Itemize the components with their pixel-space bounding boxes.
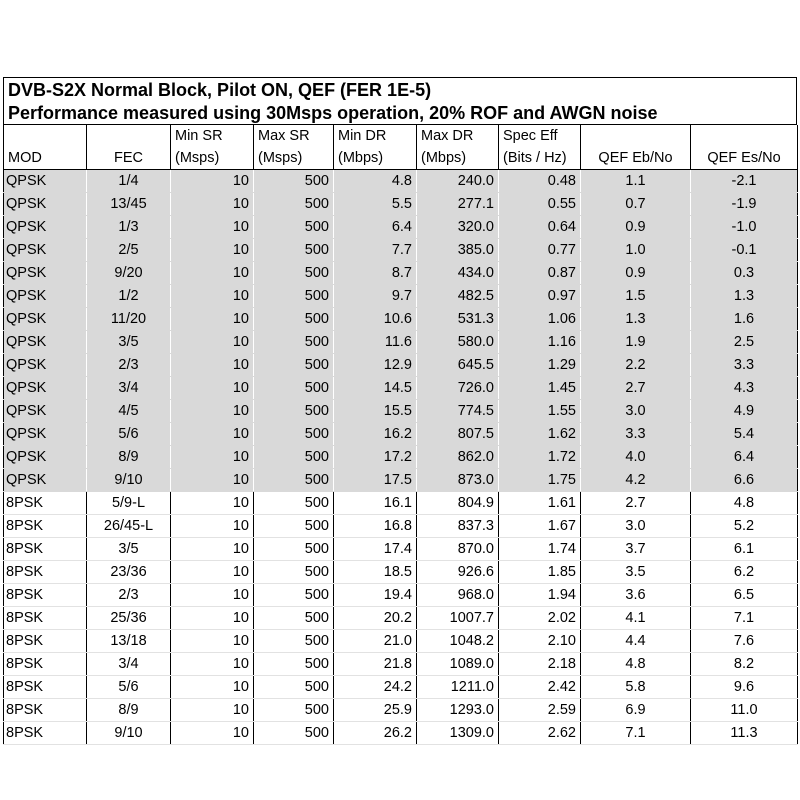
cell-fec: 1/4	[87, 169, 171, 192]
cell-min-dr: 7.7	[334, 238, 417, 261]
cell-fec: 25/36	[87, 606, 171, 629]
cell-min-dr: 6.4	[334, 215, 417, 238]
cell-qef-ebno: 3.5	[581, 560, 691, 583]
cell-spec-eff: 0.77	[499, 238, 581, 261]
cell-min-sr: 10	[171, 606, 254, 629]
header-spec-eff-unit: (Bits / Hz)	[499, 146, 581, 169]
cell-max-sr: 500	[254, 215, 334, 238]
cell-max-dr: 580.0	[417, 330, 499, 353]
cell-fec: 2/3	[87, 583, 171, 606]
table-row	[4, 353, 798, 376]
cell-qef-esno: -1.9	[691, 192, 798, 215]
cell-min-sr: 10	[171, 698, 254, 721]
header-fec: FEC	[87, 146, 171, 169]
cell-qef-esno: -2.1	[691, 169, 798, 192]
cell-fec: 13/18	[87, 629, 171, 652]
cell-max-dr: 873.0	[417, 468, 499, 491]
cell-qef-esno: 5.2	[691, 514, 798, 537]
cell-min-dr: 10.6	[334, 307, 417, 330]
cell-max-dr: 926.6	[417, 560, 499, 583]
cell-max-dr: 837.3	[417, 514, 499, 537]
table-row	[4, 514, 798, 537]
cell-spec-eff: 1.06	[499, 307, 581, 330]
cell-min-sr: 10	[171, 399, 254, 422]
cell-max-dr: 385.0	[417, 238, 499, 261]
cell-max-sr: 500	[254, 652, 334, 675]
cell-mod: QPSK	[4, 422, 87, 445]
cell-qef-esno: 6.2	[691, 560, 798, 583]
cell-qef-ebno: 4.1	[581, 606, 691, 629]
cell-mod: 8PSK	[4, 652, 87, 675]
cell-qef-ebno: 1.0	[581, 238, 691, 261]
cell-qef-esno: 3.3	[691, 353, 798, 376]
cell-min-sr: 10	[171, 537, 254, 560]
cell-mod: QPSK	[4, 468, 87, 491]
cell-min-dr: 14.5	[334, 376, 417, 399]
table-row	[4, 698, 798, 721]
header-qef-esno: QEF Es/No	[691, 146, 798, 169]
table-row	[4, 238, 798, 261]
header-max-dr-unit: (Mbps)	[417, 146, 499, 169]
cell-min-dr: 4.8	[334, 169, 417, 192]
cell-min-dr: 16.8	[334, 514, 417, 537]
cell-max-dr: 277.1	[417, 192, 499, 215]
header-max-sr-line1: Max SR	[254, 125, 334, 146]
cell-qef-esno: 4.9	[691, 399, 798, 422]
cell-fec: 8/9	[87, 445, 171, 468]
table-row	[4, 721, 798, 744]
header-qef-ebno-line1	[581, 125, 691, 146]
cell-max-sr: 500	[254, 422, 334, 445]
table-row	[4, 192, 798, 215]
cell-spec-eff: 1.74	[499, 537, 581, 560]
header-max-sr-unit: (Msps)	[254, 146, 334, 169]
cell-max-dr: 1048.2	[417, 629, 499, 652]
cell-max-dr: 726.0	[417, 376, 499, 399]
cell-min-sr: 10	[171, 330, 254, 353]
cell-qef-esno: 7.6	[691, 629, 798, 652]
cell-max-dr: 1007.7	[417, 606, 499, 629]
cell-min-sr: 10	[171, 215, 254, 238]
cell-spec-eff: 0.64	[499, 215, 581, 238]
table-row	[4, 307, 798, 330]
cell-max-sr: 500	[254, 376, 334, 399]
cell-spec-eff: 2.10	[499, 629, 581, 652]
cell-min-dr: 18.5	[334, 560, 417, 583]
table-row	[4, 445, 798, 468]
cell-mod: 8PSK	[4, 514, 87, 537]
cell-qef-ebno: 4.0	[581, 445, 691, 468]
cell-fec: 3/5	[87, 330, 171, 353]
cell-mod: QPSK	[4, 238, 87, 261]
cell-qef-esno: 6.6	[691, 468, 798, 491]
cell-mod: 8PSK	[4, 698, 87, 721]
table-row	[4, 215, 798, 238]
cell-mod: QPSK	[4, 307, 87, 330]
cell-max-sr: 500	[254, 606, 334, 629]
cell-fec: 2/3	[87, 353, 171, 376]
cell-qef-esno: 9.6	[691, 675, 798, 698]
cell-qef-ebno: 2.7	[581, 491, 691, 514]
cell-mod: 8PSK	[4, 721, 87, 744]
table-title: DVB-S2X Normal Block, Pilot ON, QEF (FER 1E-5)	[3, 77, 797, 101]
cell-qef-ebno: 3.7	[581, 537, 691, 560]
cell-max-sr: 500	[254, 238, 334, 261]
cell-qef-ebno: 2.7	[581, 376, 691, 399]
cell-qef-ebno: 1.3	[581, 307, 691, 330]
cell-max-dr: 804.9	[417, 491, 499, 514]
cell-min-dr: 11.6	[334, 330, 417, 353]
cell-min-sr: 10	[171, 445, 254, 468]
cell-mod: 8PSK	[4, 629, 87, 652]
cell-min-dr: 26.2	[334, 721, 417, 744]
cell-fec: 26/45-L	[87, 514, 171, 537]
cell-mod: 8PSK	[4, 583, 87, 606]
cell-qef-ebno: 2.2	[581, 353, 691, 376]
cell-max-sr: 500	[254, 353, 334, 376]
table-subtitle: Performance measured using 30Msps operation, 20% ROF and AWGN noise	[3, 101, 797, 125]
cell-max-sr: 500	[254, 675, 334, 698]
header-fec-line1	[87, 125, 171, 146]
cell-qef-ebno: 1.9	[581, 330, 691, 353]
table-row	[4, 399, 798, 422]
cell-max-sr: 500	[254, 560, 334, 583]
cell-min-sr: 10	[171, 629, 254, 652]
cell-qef-ebno: 6.9	[581, 698, 691, 721]
cell-min-sr: 10	[171, 284, 254, 307]
cell-max-dr: 1211.0	[417, 675, 499, 698]
cell-max-sr: 500	[254, 629, 334, 652]
cell-qef-esno: 1.3	[691, 284, 798, 307]
cell-spec-eff: 1.16	[499, 330, 581, 353]
table-row	[4, 422, 798, 445]
table-row	[4, 261, 798, 284]
cell-max-dr: 774.5	[417, 399, 499, 422]
cell-mod: 8PSK	[4, 606, 87, 629]
cell-min-sr: 10	[171, 583, 254, 606]
cell-min-sr: 10	[171, 192, 254, 215]
cell-qef-esno: 7.1	[691, 606, 798, 629]
header-qef-ebno: QEF Eb/No	[581, 146, 691, 169]
cell-max-dr: 645.5	[417, 353, 499, 376]
cell-max-sr: 500	[254, 169, 334, 192]
cell-min-sr: 10	[171, 652, 254, 675]
cell-fec: 9/10	[87, 721, 171, 744]
table-row	[4, 537, 798, 560]
table-row	[4, 330, 798, 353]
header-qef-esno-line1	[691, 125, 798, 146]
header-max-dr-line1: Max DR	[417, 125, 499, 146]
cell-fec: 23/36	[87, 560, 171, 583]
header-min-sr-line1: Min SR	[171, 125, 254, 146]
cell-spec-eff: 1.29	[499, 353, 581, 376]
cell-mod: QPSK	[4, 376, 87, 399]
cell-qef-esno: 11.3	[691, 721, 798, 744]
cell-max-sr: 500	[254, 330, 334, 353]
cell-max-sr: 500	[254, 445, 334, 468]
cell-qef-ebno: 4.2	[581, 468, 691, 491]
cell-min-dr: 21.8	[334, 652, 417, 675]
cell-spec-eff: 1.67	[499, 514, 581, 537]
header-min-dr-unit: (Mbps)	[334, 146, 417, 169]
cell-spec-eff: 2.18	[499, 652, 581, 675]
cell-spec-eff: 1.85	[499, 560, 581, 583]
table-row	[4, 491, 798, 514]
cell-min-sr: 10	[171, 675, 254, 698]
cell-mod: 8PSK	[4, 675, 87, 698]
cell-max-sr: 500	[254, 192, 334, 215]
cell-qef-esno: 4.8	[691, 491, 798, 514]
header-mod: MOD	[4, 146, 87, 169]
cell-fec: 1/3	[87, 215, 171, 238]
cell-qef-esno: 5.4	[691, 422, 798, 445]
cell-max-sr: 500	[254, 583, 334, 606]
cell-spec-eff: 2.62	[499, 721, 581, 744]
cell-max-dr: 240.0	[417, 169, 499, 192]
cell-max-dr: 1293.0	[417, 698, 499, 721]
cell-min-dr: 9.7	[334, 284, 417, 307]
cell-min-dr: 15.5	[334, 399, 417, 422]
cell-fec: 5/6	[87, 675, 171, 698]
cell-mod: QPSK	[4, 215, 87, 238]
cell-fec: 8/9	[87, 698, 171, 721]
cell-max-sr: 500	[254, 698, 334, 721]
cell-max-dr: 1309.0	[417, 721, 499, 744]
cell-qef-esno: 8.2	[691, 652, 798, 675]
table-row	[4, 284, 798, 307]
cell-qef-ebno: 0.9	[581, 215, 691, 238]
cell-max-dr: 434.0	[417, 261, 499, 284]
cell-qef-ebno: 5.8	[581, 675, 691, 698]
cell-mod: QPSK	[4, 192, 87, 215]
cell-max-sr: 500	[254, 721, 334, 744]
cell-mod: QPSK	[4, 261, 87, 284]
cell-qef-esno: 2.5	[691, 330, 798, 353]
cell-mod: QPSK	[4, 353, 87, 376]
cell-qef-ebno: 7.1	[581, 721, 691, 744]
cell-qef-ebno: 3.3	[581, 422, 691, 445]
cell-spec-eff: 0.87	[499, 261, 581, 284]
cell-min-dr: 8.7	[334, 261, 417, 284]
table-row	[4, 629, 798, 652]
table-row	[4, 376, 798, 399]
header-mod-line1	[4, 125, 87, 146]
cell-max-sr: 500	[254, 399, 334, 422]
cell-fec: 9/20	[87, 261, 171, 284]
cell-fec: 3/5	[87, 537, 171, 560]
table-row	[4, 169, 798, 192]
cell-min-dr: 20.2	[334, 606, 417, 629]
cell-spec-eff: 0.55	[499, 192, 581, 215]
cell-min-sr: 10	[171, 376, 254, 399]
cell-mod: QPSK	[4, 169, 87, 192]
cell-min-sr: 10	[171, 307, 254, 330]
cell-min-dr: 12.9	[334, 353, 417, 376]
table-body	[4, 169, 798, 744]
cell-min-dr: 25.9	[334, 698, 417, 721]
cell-spec-eff: 1.62	[499, 422, 581, 445]
cell-spec-eff: 2.02	[499, 606, 581, 629]
cell-fec: 11/20	[87, 307, 171, 330]
cell-fec: 3/4	[87, 376, 171, 399]
cell-qef-ebno: 1.5	[581, 284, 691, 307]
cell-max-sr: 500	[254, 307, 334, 330]
cell-fec: 9/10	[87, 468, 171, 491]
header-spec-eff-line1: Spec Eff	[499, 125, 581, 146]
cell-qef-esno: 6.5	[691, 583, 798, 606]
table-row	[4, 560, 798, 583]
cell-fec: 3/4	[87, 652, 171, 675]
cell-fec: 5/6	[87, 422, 171, 445]
cell-max-sr: 500	[254, 537, 334, 560]
cell-qef-esno: 11.0	[691, 698, 798, 721]
cell-spec-eff: 1.75	[499, 468, 581, 491]
cell-max-dr: 320.0	[417, 215, 499, 238]
cell-qef-esno: -1.0	[691, 215, 798, 238]
cell-mod: 8PSK	[4, 560, 87, 583]
cell-mod: QPSK	[4, 330, 87, 353]
cell-spec-eff: 0.48	[499, 169, 581, 192]
cell-min-sr: 10	[171, 353, 254, 376]
cell-spec-eff: 1.72	[499, 445, 581, 468]
cell-max-dr: 968.0	[417, 583, 499, 606]
cell-spec-eff: 0.97	[499, 284, 581, 307]
cell-qef-ebno: 0.7	[581, 192, 691, 215]
cell-max-sr: 500	[254, 284, 334, 307]
cell-spec-eff: 1.61	[499, 491, 581, 514]
cell-min-sr: 10	[171, 261, 254, 284]
header-row-2	[4, 146, 798, 169]
cell-min-dr: 19.4	[334, 583, 417, 606]
cell-min-dr: 21.0	[334, 629, 417, 652]
cell-max-dr: 870.0	[417, 537, 499, 560]
cell-min-dr: 17.5	[334, 468, 417, 491]
cell-qef-esno: 0.3	[691, 261, 798, 284]
cell-min-sr: 10	[171, 491, 254, 514]
cell-qef-esno: 6.1	[691, 537, 798, 560]
cell-max-sr: 500	[254, 468, 334, 491]
cell-min-dr: 16.1	[334, 491, 417, 514]
cell-qef-ebno: 0.9	[581, 261, 691, 284]
cell-fec: 2/5	[87, 238, 171, 261]
cell-mod: QPSK	[4, 445, 87, 468]
cell-qef-esno: 4.3	[691, 376, 798, 399]
cell-max-sr: 500	[254, 261, 334, 284]
cell-min-sr: 10	[171, 422, 254, 445]
table-row	[4, 606, 798, 629]
cell-min-dr: 16.2	[334, 422, 417, 445]
cell-qef-ebno: 3.0	[581, 399, 691, 422]
cell-mod: 8PSK	[4, 537, 87, 560]
table-row	[4, 468, 798, 491]
cell-mod: 8PSK	[4, 491, 87, 514]
table-row	[4, 583, 798, 606]
cell-fec: 4/5	[87, 399, 171, 422]
cell-mod: QPSK	[4, 284, 87, 307]
header-min-sr-unit: (Msps)	[171, 146, 254, 169]
cell-qef-esno: -0.1	[691, 238, 798, 261]
cell-fec: 5/9-L	[87, 491, 171, 514]
cell-qef-esno: 1.6	[691, 307, 798, 330]
cell-qef-esno: 6.4	[691, 445, 798, 468]
cell-min-sr: 10	[171, 468, 254, 491]
header-min-dr-line1: Min DR	[334, 125, 417, 146]
cell-qef-ebno: 4.8	[581, 652, 691, 675]
cell-max-sr: 500	[254, 491, 334, 514]
cell-spec-eff: 2.42	[499, 675, 581, 698]
cell-fec: 13/45	[87, 192, 171, 215]
cell-qef-ebno: 1.1	[581, 169, 691, 192]
cell-qef-ebno: 3.6	[581, 583, 691, 606]
spreadsheet	[3, 77, 797, 745]
cell-qef-ebno: 3.0	[581, 514, 691, 537]
cell-fec: 1/2	[87, 284, 171, 307]
cell-min-sr: 10	[171, 514, 254, 537]
cell-spec-eff: 1.94	[499, 583, 581, 606]
cell-min-sr: 10	[171, 560, 254, 583]
cell-min-sr: 10	[171, 169, 254, 192]
table-row	[4, 675, 798, 698]
cell-spec-eff: 2.59	[499, 698, 581, 721]
cell-max-dr: 807.5	[417, 422, 499, 445]
header-row-1	[4, 125, 798, 146]
cell-spec-eff: 1.55	[499, 399, 581, 422]
cell-min-dr: 5.5	[334, 192, 417, 215]
cell-max-dr: 482.5	[417, 284, 499, 307]
cell-min-dr: 17.4	[334, 537, 417, 560]
cell-min-dr: 17.2	[334, 445, 417, 468]
cell-min-sr: 10	[171, 238, 254, 261]
cell-min-sr: 10	[171, 721, 254, 744]
cell-max-sr: 500	[254, 514, 334, 537]
cell-spec-eff: 1.45	[499, 376, 581, 399]
cell-qef-ebno: 4.4	[581, 629, 691, 652]
cell-max-dr: 862.0	[417, 445, 499, 468]
table-row	[4, 652, 798, 675]
performance-table	[3, 125, 798, 745]
cell-max-dr: 531.3	[417, 307, 499, 330]
cell-mod: QPSK	[4, 399, 87, 422]
cell-min-dr: 24.2	[334, 675, 417, 698]
cell-max-dr: 1089.0	[417, 652, 499, 675]
